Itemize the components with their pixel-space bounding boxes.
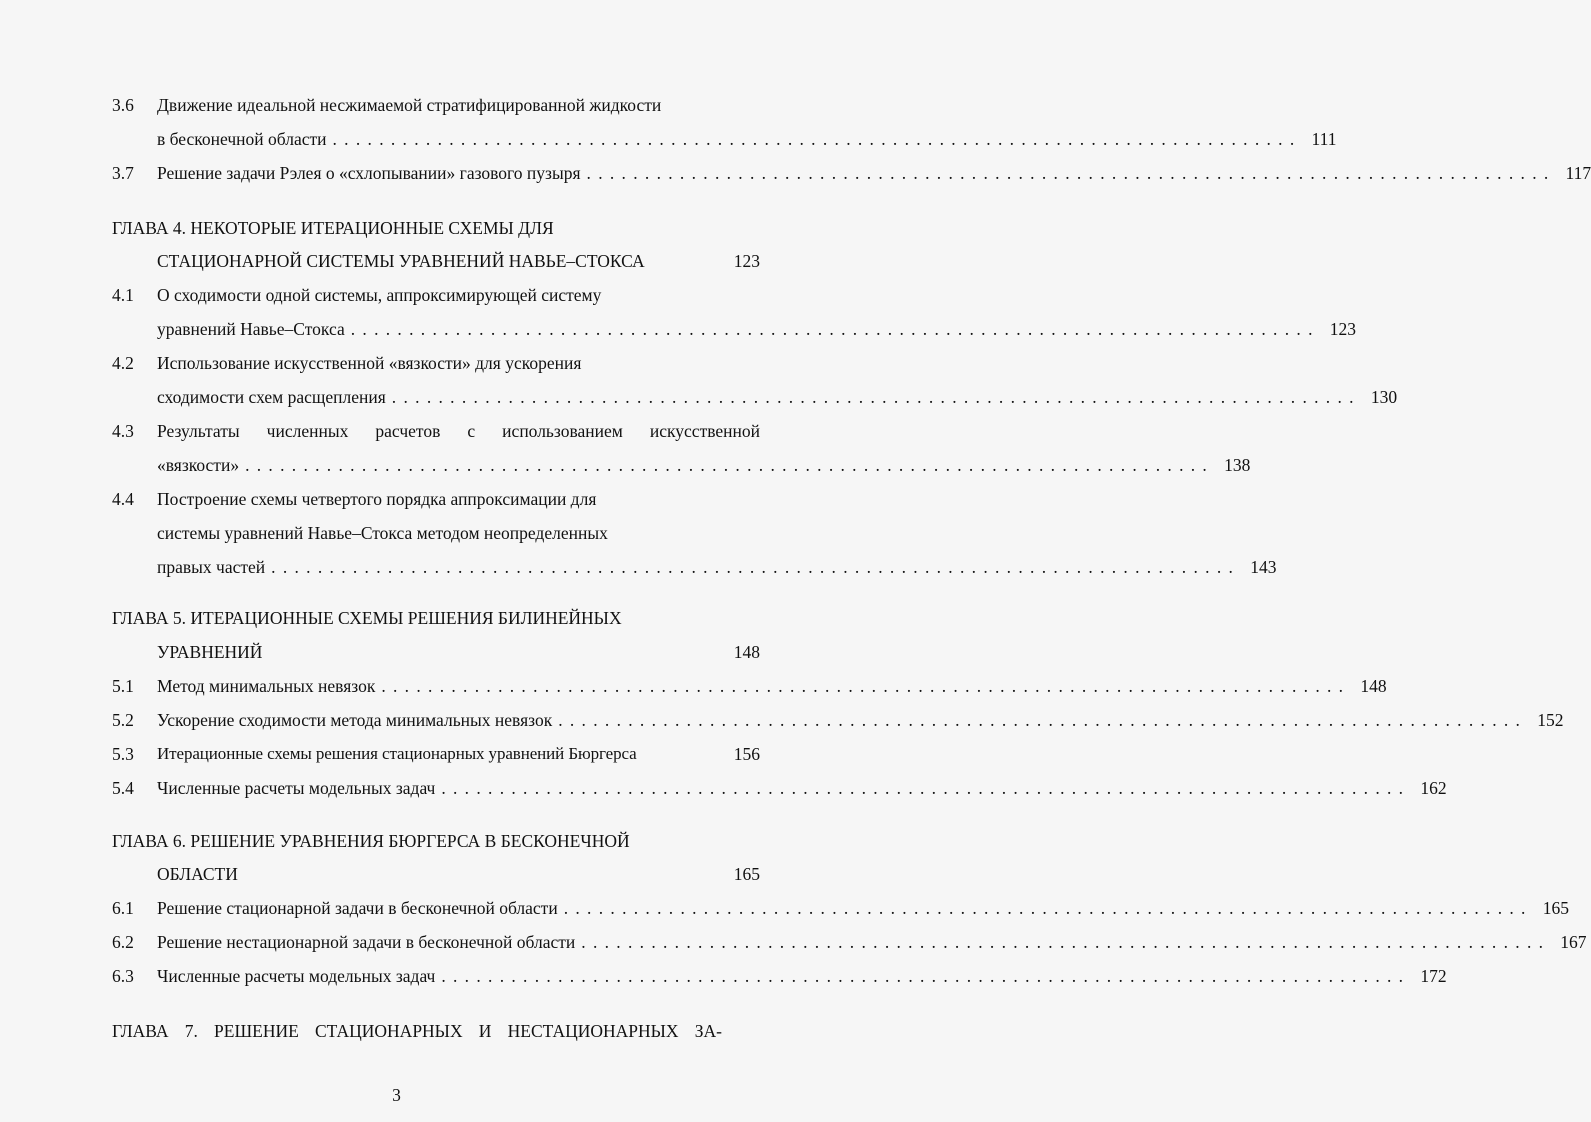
dot-leader: ................................................................................... xyxy=(245,455,1215,475)
page-ref: 167 xyxy=(1560,932,1587,952)
toc-entry-5-2 xyxy=(112,705,1564,735)
section-title: Решение задачи Рэлея о «схлопывании» газового пузыря xyxy=(157,163,581,183)
toc-entry-4-4-cont-2 xyxy=(112,552,1277,582)
section-title-cont: в бесконечной области xyxy=(157,129,327,149)
section-title: Численные расчеты модельных задач xyxy=(157,966,436,986)
section-number: 4.1 xyxy=(112,285,134,305)
chapter-title-cont: СТАЦИОНАРНОЙ СИСТЕМЫ УРАВНЕНИЙ НАВЬЕ–СТОКСА xyxy=(157,251,645,271)
toc-entry-3-6 xyxy=(112,90,760,120)
chapter-6-heading-cont xyxy=(112,859,760,889)
section-number: 5.4 xyxy=(112,778,134,798)
page-ref: 148 xyxy=(1360,676,1387,696)
toc-entry-6-3 xyxy=(112,961,1447,991)
section-title: Результаты численных расчетов с использованием искусственной xyxy=(157,421,760,441)
toc-entry-4-3-cont xyxy=(112,450,1251,480)
page-ref: 143 xyxy=(1250,557,1277,577)
page-ref: 148 xyxy=(733,642,760,662)
section-title: Построение схемы четвертого порядка аппроксимации для xyxy=(157,489,597,509)
toc-entry-4-2 xyxy=(112,348,760,378)
dot-leader: ................................................................................... xyxy=(381,676,1351,696)
section-title-cont: системы уравнений Навье–Стокса методом неопределенных xyxy=(157,523,608,543)
page-ref: 138 xyxy=(1224,455,1251,475)
section-title: Метод минимальных невязок xyxy=(157,676,376,696)
page-number: 3 xyxy=(392,1085,401,1105)
dot-leader: ................................................................................... xyxy=(271,557,1241,577)
toc-entry-4-3 xyxy=(112,416,760,446)
section-title: О сходимости одной системы, аппроксимирующей систему xyxy=(157,285,602,305)
section-title: Итерационные схемы решения стационарных уравнений Бюргерса xyxy=(157,744,637,763)
toc-entry-3-7 xyxy=(112,158,1591,188)
section-title: Решение стационарной задачи в бесконечной области xyxy=(157,898,558,918)
section-number: 6.3 xyxy=(112,966,134,986)
toc-entry-6-2 xyxy=(112,927,1587,957)
page-ref: 117 xyxy=(1565,163,1591,183)
dot-leader: ................................................................................... xyxy=(581,932,1551,952)
page-ref: 162 xyxy=(1420,778,1447,798)
dot-leader: ................................................................................... xyxy=(563,898,1533,918)
toc-entry-4-1-cont xyxy=(112,314,1357,344)
dot-leader: ................................................................................... xyxy=(441,778,1411,798)
chapter-7-heading: ГЛАВА 7. РЕШЕНИЕ СТАЦИОНАРНЫХ И НЕСТАЦИОНАРНЫХ ЗА- xyxy=(112,1021,722,1041)
section-number: 5.1 xyxy=(112,676,134,696)
page-ref: 152 xyxy=(1537,710,1564,730)
page-ref: 130 xyxy=(1370,387,1398,407)
section-number: 4.4 xyxy=(112,489,134,509)
chapter-title-cont: УРАВНЕНИЙ xyxy=(157,642,263,662)
page-ref: 111 xyxy=(1311,129,1337,149)
page-ref: 123 xyxy=(733,251,760,271)
section-title-cont: «вязкости» xyxy=(157,455,240,475)
chapter-4-heading: ГЛАВА 4. НЕКОТОРЫЕ ИТЕРАЦИОННЫЕ СХЕМЫ ДЛЯ xyxy=(112,218,554,238)
dot-leader: ................................................................................... xyxy=(586,163,1556,183)
section-number: 5.3 xyxy=(112,744,134,764)
section-number: 4.3 xyxy=(112,421,134,441)
toc-entry-4-2-cont xyxy=(112,382,1398,412)
section-number: 4.2 xyxy=(112,353,134,373)
chapter-6-heading: ГЛАВА 6. РЕШЕНИЕ УРАВНЕНИЯ БЮРГЕРСА В БЕСКОНЕЧНОЙ xyxy=(112,831,630,851)
dot-leader: ................................................................................... xyxy=(391,387,1361,407)
section-number: 3.6 xyxy=(112,95,134,115)
page-ref: 172 xyxy=(1420,966,1447,986)
section-number: 6.2 xyxy=(112,932,134,952)
section-title: Численные расчеты модельных задач xyxy=(157,778,436,798)
toc-entry-5-4 xyxy=(112,773,1447,803)
chapter-title-cont: ОБЛАСТИ xyxy=(157,864,238,884)
section-title: Решение нестационарной задачи в бесконечной области xyxy=(157,932,576,952)
dot-leader: ................................................................................... xyxy=(350,319,1320,339)
toc-entry-6-1 xyxy=(112,893,1569,923)
section-title-cont: уравнений Навье–Стокса xyxy=(157,319,345,339)
toc-entry-4-1 xyxy=(112,280,760,310)
page-ref: 156 xyxy=(733,744,760,764)
dot-leader: ................................................................................... xyxy=(332,129,1302,149)
toc-entry-5-1 xyxy=(112,671,1387,701)
section-number: 3.7 xyxy=(112,163,134,183)
dot-leader: ................................................................................... xyxy=(441,966,1411,986)
page-ref: 165 xyxy=(1542,898,1569,918)
section-title: Ускорение сходимости метода минимальных невязок xyxy=(157,710,553,730)
toc-entry-4-4-cont-1 xyxy=(112,518,760,548)
section-number: 5.2 xyxy=(112,710,134,730)
section-number: 6.1 xyxy=(112,898,134,918)
page-ref: 165 xyxy=(733,864,760,884)
section-title-cont: сходимости схем расщепления xyxy=(157,387,386,407)
dot-leader: ................................................................................... xyxy=(558,710,1528,730)
page-ref: 123 xyxy=(1329,319,1357,339)
chapter-4-heading-cont xyxy=(112,246,760,276)
toc-entry-5-3 xyxy=(112,739,760,769)
section-title: Использование искусственной «вязкости» для ускорения xyxy=(157,353,582,373)
chapter-5-heading-cont xyxy=(112,637,760,667)
toc-entry-4-4 xyxy=(112,484,760,514)
section-title: Движение идеальной несжимаемой стратифицированной жидкости xyxy=(157,95,662,115)
toc-entry-3-6-cont xyxy=(112,124,1337,154)
chapter-5-heading: ГЛАВА 5. ИТЕРАЦИОННЫЕ СХЕМЫ РЕШЕНИЯ БИЛИНЕЙНЫХ xyxy=(112,608,622,628)
section-title-cont: правых частей xyxy=(157,557,266,577)
